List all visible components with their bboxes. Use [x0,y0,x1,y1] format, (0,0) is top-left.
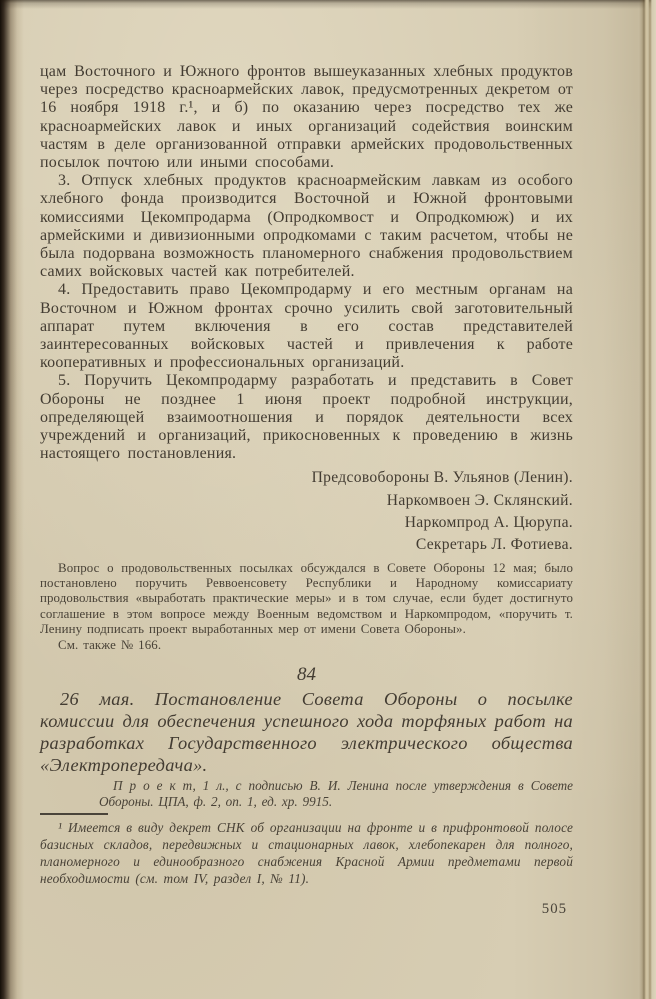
editorial-note: Вопрос о продовольственных посылках обсуждался в Совете Обороны 12 мая; было постановлено поручить Реввоенсовету Республики и Народному комиссариату продовольствия «выработать практические меры» и в том случае, если будет достигнуто соглашение в этом вопросе между Военным ведомством и Наркомпродом, «поручить т. Ленину подписать проект выработанных мер от имени Совета Обороны». [40,560,573,637]
signature-line: Наркомпрод А. Цюрупа. [404,514,573,532]
signature-block [40,467,573,556]
page-edge-right [639,0,656,999]
page-number: 505 [541,900,567,917]
signature-line: Предсовобороны В. Ульянов (Ленин). [311,469,573,487]
signature-line: Секретарь Л. Фотиева. [415,536,573,554]
editorial-note-block [40,561,573,653]
section-number: 84 [297,664,316,686]
footnote-divider [40,813,108,815]
book-gutter-shadow [0,0,24,999]
page-edge-top [0,0,656,9]
decree-point-4: 4. Предоставить право Цекомпродарму и его местным органам на Восточном и Южном фронтах срочно усилить свой заготовительный аппарат путем включения в его состав представителей заинтересованных войсковых частей и привлечения к работе кооперативных и профессиональных организаций. [40,281,573,372]
decree-point-3: 3. Отпуск хлебных продуктов красноармейским лавкам из особого хлебного фонда производится Восточной и Южной фронтовыми комиссиями Цекомпродарма (Опродкомвост и Опродкомюж) и их армейскими и дивизионными опродкомами с таким расчетом, чтобы не была подорвана возможность планомерного снабжения продовольствием самих войсковых частей как потребителей. [40,172,573,281]
archival-source-note: П р о е к т, 1 л., с подписью В. И. Ленина после утверждения в Совете Обороны. ЦПА, ф. 2, оп. 1, ед. хр. 9915. [99,778,573,809]
footnote-text: ¹ Имеется в виду декрет СНК об организации на фронте и в прифронтовой полосе базисных складов, передвижных и стационарных лавок, хлебопекарен для полного, планомерного и единообразного снабжения Красной Армии предметами первой необходимости (см. том IV, раздел I, № 11). [40,820,573,887]
decree-84-heading: 26 мая. Постановление Совета Обороны о посылке комиссии для обеспечения успешного хода торфяных работ на разработках Государственного электрического общества «Электропередача». [40,689,573,776]
decree-paragraph-continuation: цам Восточного и Южного фронтов вышеуказанных хлебных продуктов через посредство красноармейских лавок, предусмотренных декретом от 16 ноября 1918 г.¹, и б) по оказанию через посредство тех же красноармейских лавок и иных организаций содействия воинским частям в деле организованной отправки армейских продовольственных посылок почтою или иными способами. [40,63,573,172]
signature-line: Наркомвоен Э. Склянский. [386,491,573,509]
see-also-note: См. также № 166. [58,637,162,652]
text-column [40,63,573,918]
decree-point-5: 5. Поручить Цекомпродарму разработать и представить в Совет Обороны не позднее 1 июня проект подробной инструкции, определяющей взаимоотношения и порядок деятельности всех учреждений и организаций, прикосновенных к проведению в жизнь настоящего постановления. [40,372,573,463]
